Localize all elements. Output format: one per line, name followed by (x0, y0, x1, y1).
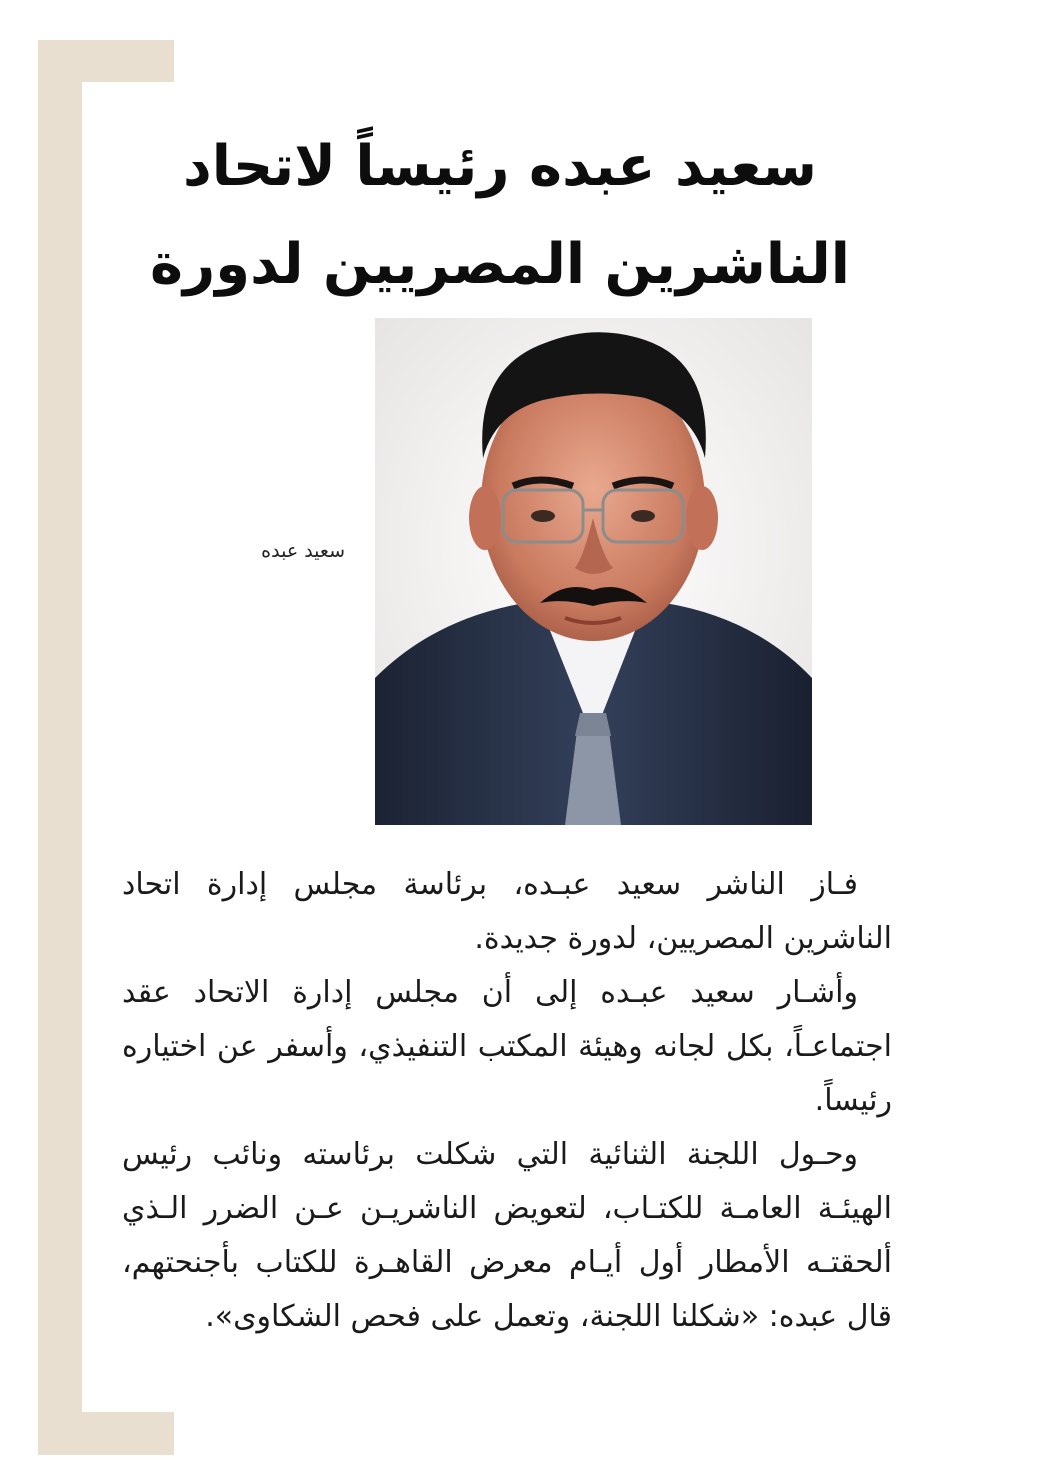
headline-line-1: سعيد عبده رئيساً لاتحاد (183, 134, 817, 199)
photo-caption: سعيد عبده (261, 540, 345, 562)
headline-line-2: الناشرين المصريين لدورة (150, 232, 850, 297)
article-paragraph: وحـول اللجنة الثنائية التي شكلت برئاسته ونائب رئيس الهيئـة العامـة للكتـاب، لتعويض الناشريـن عـن الضرر الـذي ألحقتـه الأمطار أول أيـام معرض القاهـرة للكتاب بأجنحتهم، قال عبده: «شكلنا اللجنة، وتعمل على فحص الشكاوى». (122, 1137, 892, 1334)
portrait-photo (375, 318, 812, 825)
article-paragraph: وأشـار سعيد عبـده إلى أن مجلس إدارة الاتحاد عقد اجتماعـاً، بكل لجانه وهيئة المكتب التنفيذي، وأسفر عن اختياره رئيساً. (122, 975, 892, 1118)
article-paragraph: فـاز الناشر سعيد عبـده، برئاسة مجلس إدارة اتحاد الناشرين المصريين، لدورة جديدة. (122, 867, 892, 956)
article-body (122, 858, 892, 1344)
